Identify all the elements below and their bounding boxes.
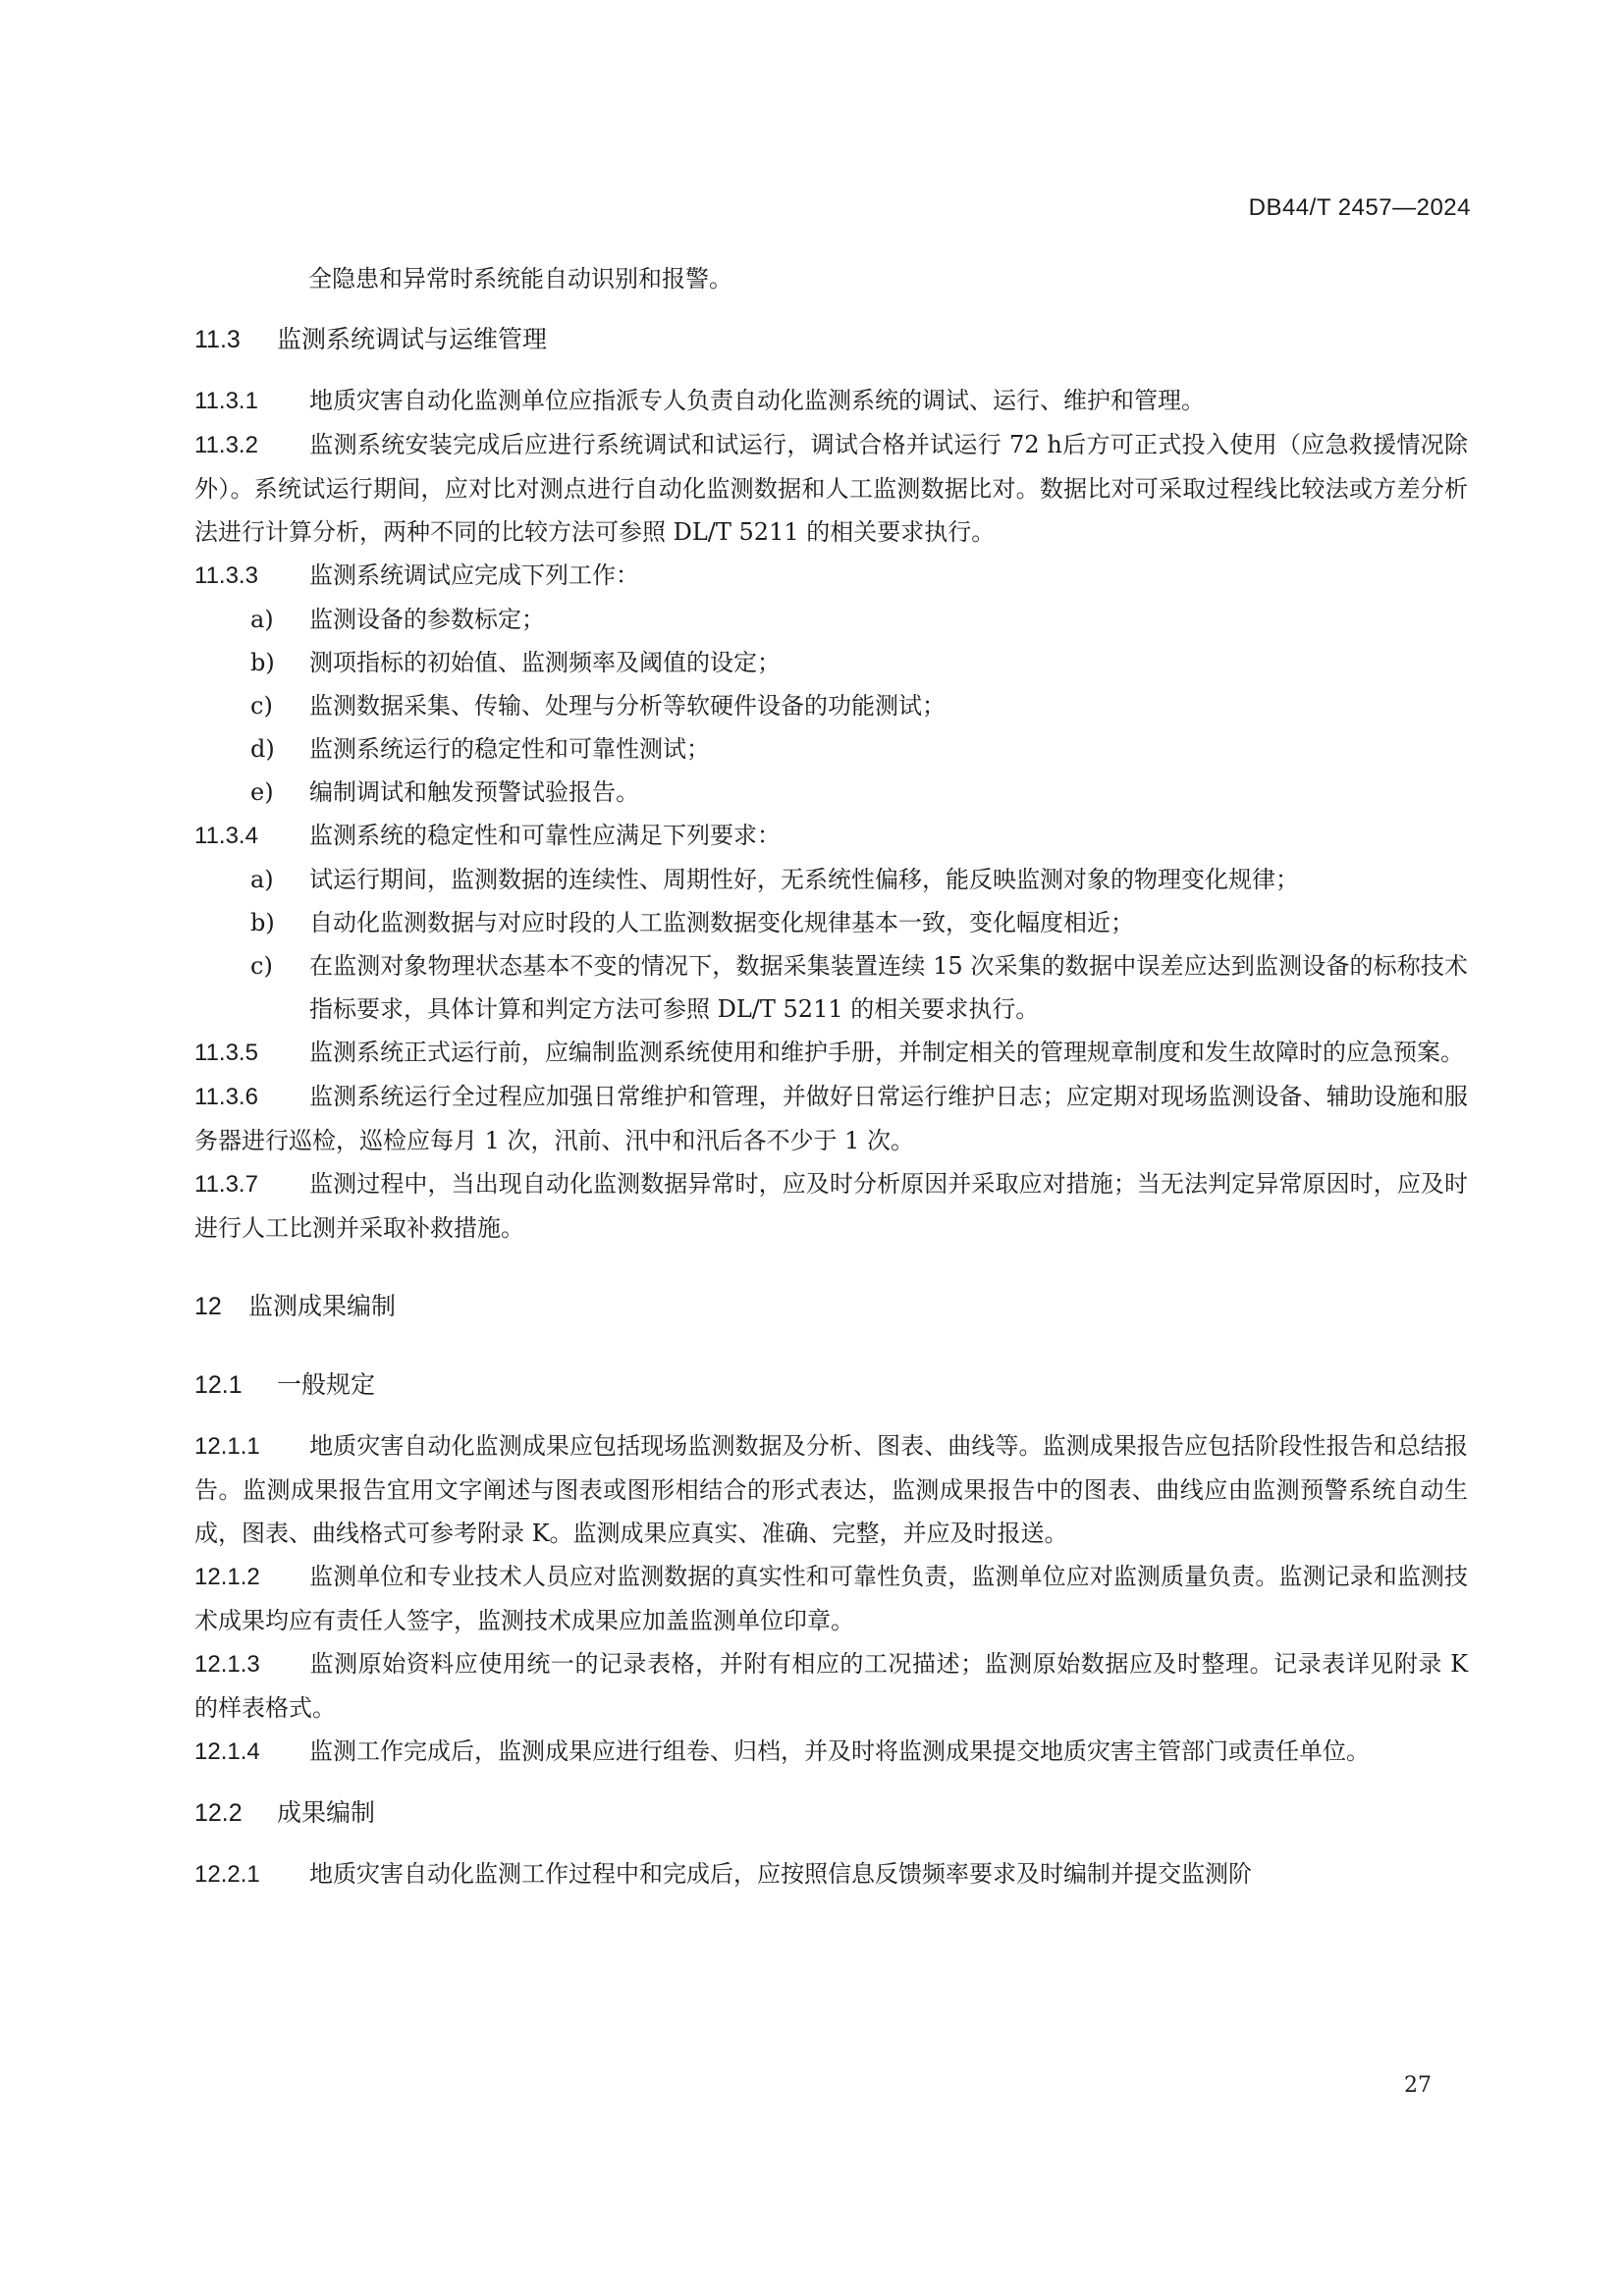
page-number: 27 — [1404, 2073, 1432, 2098]
clause-11-3-3: 11.3.3 监测系统调试应完成下列工作： — [194, 561, 639, 589]
section-heading-11-3: 11.3 监测系统调试与运维管理 — [194, 326, 548, 353]
clause-12-1-4: 12.1.4 监测工作完成后，监测成果应进行组卷、归档，并及时将监测成果提交地质灾害主管部门或责任单位。 — [194, 1737, 1370, 1765]
continuation-paragraph: 全隐患和异常时系统能自动识别和报警。 — [308, 265, 732, 293]
clause-11-3-7: 11.3.7 监测过程中，当出现自动化监测数据异常时，应及时分析原因并采取应对措施；当无法判定异常原因时，应及时进行人工比测并采取补救措施。 — [194, 1170, 1468, 1242]
clause-12-2-1: 12.2.1 地质灾害自动化监测工作过程中和完成后，应按照信息反馈频率要求及时编制并提交监测阶 — [194, 1860, 1252, 1888]
clause-11-3-4: 11.3.4 监测系统的稳定性和可靠性应满足下列要求： — [194, 822, 781, 849]
clause-11-3-6: 11.3.6 监测系统运行全过程应加强日常维护和管理，并做好日常运行维护日志；应定期对现场监测设备、辅助设施和服务器进行巡检，巡检应每月 1 次，汛前、汛中和汛后各不少于 1 次。 — [194, 1083, 1468, 1154]
list-item: c) 监测数据采集、传输、处理与分析等软硬件设备的功能测试； — [250, 692, 946, 720]
clause-12-1-3: 12.1.3 监测原始资料应使用统一的记录表格，并附有相应的工况描述；监测原始数据应及时整理。记录表详见附录 K 的样表格式。 — [194, 1650, 1468, 1722]
list-item: b) 自动化监测数据与对应时段的人工监测数据变化规律基本一致，变化幅度相近； — [250, 909, 1134, 936]
chapter-heading-12: 12 监测成果编制 — [194, 1293, 397, 1320]
list-item: a) 监测设备的参数标定； — [250, 606, 545, 633]
document-code: DB44/T 2457—2024 — [1248, 194, 1471, 221]
list-item: c) 在监测对象物理状态基本不变的情况下，数据采集装置连续 15 次采集的数据中误差应达到监测设备的标称技术指标要求，具体计算和判定方法可参照 DL/T 5211 的相关要求执行。 — [250, 952, 1468, 1023]
list-item: a) 试运行期间，监测数据的连续性、周期性好，无系统性偏移，能反映监测对象的物理变化规律； — [250, 866, 1299, 893]
section-heading-12-2: 12.2 成果编制 — [194, 1799, 376, 1827]
section-heading-12-1: 12.1 一般规定 — [194, 1371, 376, 1399]
list-item: e) 编制调试和触发预警试验报告。 — [250, 778, 639, 806]
clause-12-1-1: 12.1.1 地质灾害自动化监测成果应包括现场监测数据及分析、图表、曲线等。监测成果报告应包括阶段性报告和总结报告。监测成果报告宜用文字阐述与图表或图形相结合的形式表达，监测成果报告中的图表、曲线应由监测预警系统自动生成，图表、曲线格式可参考附录 K。监测成果应真实、准确、完整，并应及时报送。 — [194, 1432, 1468, 1547]
list-item: d) 监测系统运行的稳定性和可靠性测试； — [250, 735, 710, 763]
clause-11-3-1: 11.3.1 地质灾害自动化监测单位应指派专人负责自动化监测系统的调试、运行、维护和管理。 — [194, 387, 1205, 414]
clause-12-1-2: 12.1.2 监测单位和专业技术人员应对监测数据的真实性和可靠性负责，监测单位应对监测质量负责。监测记录和监测技术成果均应有责任人签字，监测技术成果应加盖监测单位印章。 — [194, 1563, 1468, 1634]
clause-11-3-2: 11.3.2 监测系统安装完成后应进行系统调试和试运行，调试合格并试运行 72 h后方可正式投入使用（应急救援情况除外）。系统试运行期间，应对比对测点进行自动化监测数据和人工监测数据比对。数据比对可采取过程线比较法或方差分析法进行计算分析，两种不同的比较方法可参照 DL/T 5211 的相关要求执行。 — [194, 431, 1468, 546]
clause-11-3-5: 11.3.5 监测系统正式运行前，应编制监测系统使用和维护手册，并制定相关的管理规章制度和发生故障时的应急预案。 — [194, 1039, 1464, 1066]
list-item: b) 测项指标的初始值、监测频率及阈值的设定； — [250, 649, 781, 676]
page-content — [194, 257, 1468, 1896]
